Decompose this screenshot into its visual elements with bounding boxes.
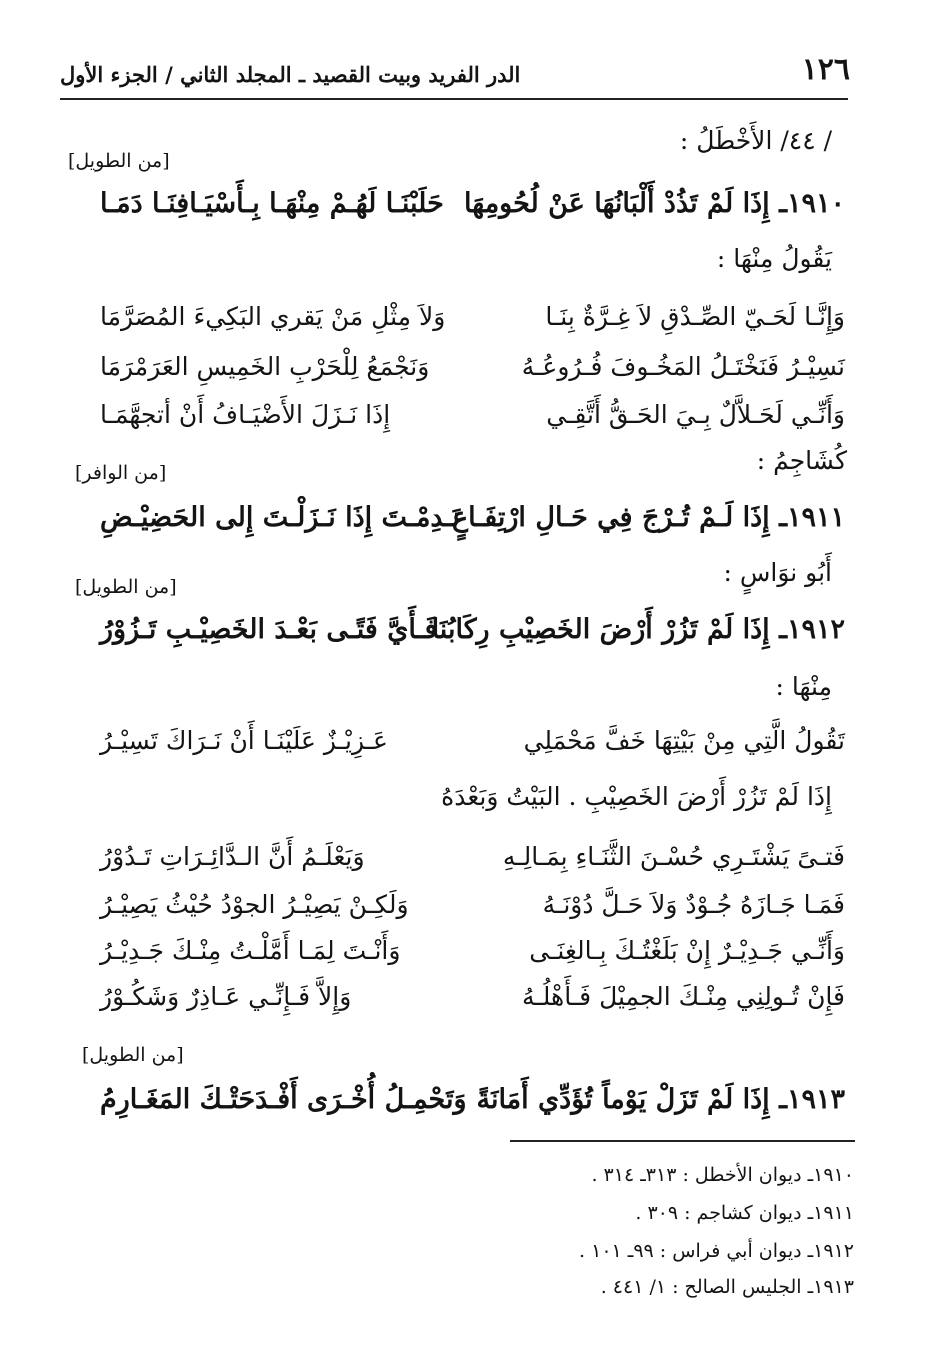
poet-name: أَبُو نوَاسٍ : — [723, 558, 832, 587]
first-hemistich: فَإِنْ تُـولِنِي مِنْـكَ الجمِيْلَ فَـأَهْلُـهُ — [522, 982, 845, 1011]
second-hemistich: حَلَبْنَـا لَهُـمْ مِنْهَـا بِـأَسْيَـافِنَـا دَمَـا — [100, 188, 444, 219]
first-hemistich: نَسِيْـرُ فَنَخْتَـلُ المَخُـوفَ فُـرُوعُـهُ — [521, 352, 845, 381]
verse-1913 — [100, 1084, 845, 1124]
second-hemistich: نَـدِمْـتَ إِذَا نَـزَلْـتَ إِلى الحَضِيْـضِ — [100, 502, 461, 533]
verse-1910 — [100, 188, 845, 228]
footnote-rule — [510, 1140, 855, 1142]
verse-line — [100, 400, 845, 440]
meter-label: [من الطويل] — [68, 150, 170, 172]
first-hemistich: فَتـىً يَشْتَـرِي حُسْـنَ الثَّنَـاءِ بِمَـالِـهِ — [502, 842, 845, 871]
first-hemistich: ١٩١٠ـ إِذَا لَمْ تَذُدْ أَلْبَانُهَا عَنْ لُحُومِهَا — [464, 188, 845, 219]
meter-label: [من الطويل] — [75, 576, 177, 598]
first-hemistich: وَأَنِّـي لَحَـلاَّلٌ بِـيَ الحَـقُّ أَتَّقِـي — [546, 400, 845, 429]
first-hemistich: ١٩١٢ـ إِذَا لَمْ تَزُرْ أَرْضَ الخَصِيْبِ رِكَابُنَا — [431, 614, 845, 645]
poet-name: كُشَاجِمُ : — [756, 446, 847, 475]
page-number: ١٢٦ — [801, 52, 850, 87]
verse-line — [100, 936, 845, 976]
verse-line — [100, 352, 845, 392]
header-rule — [60, 98, 848, 100]
meter-label: [من الطويل] — [82, 1044, 184, 1066]
first-hemistich: تَقُولُ الَّتِي مِنْ بَيْتِهَا خَفَّ مَحْمَلِي — [523, 726, 845, 755]
second-hemistich: إِذَا نَـزَلَ الأَضْيَـافُ أَنْ أتجهَّمَـا — [100, 400, 391, 429]
footnote: ١٩١٣ـ الجليس الصالح : ١/ ٤٤١ . — [600, 1276, 854, 1298]
note-text: إِذَا لَمْ تَزُرْ أَرْضَ الخَصِيْبِ . البَيْتُ وَبَعْدَهُ — [441, 782, 832, 811]
page-header — [60, 52, 850, 92]
verse-line — [100, 890, 845, 930]
verse-1911 — [100, 502, 845, 542]
first-hemistich: ١٩١٣ـ إِذَا لَمْ تَزَلْ يَوْماً تُؤَدِّي أَمَانَةً — [476, 1084, 845, 1115]
first-hemistich: وَإِنَّـا لَحَـيّ الصِّـدْقِ لاَ غِـرَّةٌ بِنَـا — [545, 302, 845, 331]
verse-line — [100, 982, 845, 1022]
first-hemistich: ١٩١١ـ إِذَا لَـمْ تُـرْجَ فِي حَـالِ ارْتِفَـاعٍ — [451, 502, 845, 533]
second-hemistich: وَلَكِـنْ يَصِيْـرُ الجوْدُ حُيْثُ يَصِيْـرُ — [100, 890, 409, 919]
verse-line — [100, 302, 845, 342]
footnote: ١٩١١ـ ديوان كشاجم : ٣٠٩ . — [635, 1202, 854, 1224]
intro-text: مِنْهَا : — [775, 672, 832, 701]
poet-name: / ٤٤/ الأَخْطَلُ : — [679, 126, 832, 155]
second-hemistich: وَنَجْمَعُ لِلْحَرْبِ الخَمِيسِ العَرَمْرَمَا — [100, 352, 430, 381]
second-hemistich: عَـزِيْـزٌ عَلَيْنَـا أَنْ نَـرَاكَ تَسِيْـرُ — [100, 726, 388, 755]
running-title: الدر الفريد وبيت القصيد ـ المجلد الثاني / الجزء الأول — [60, 62, 521, 87]
second-hemistich: وَيَعْلَـمُ أَنَّ الـدَّائِـرَاتِ تَـدُوْرُ — [100, 842, 365, 871]
first-hemistich: فَمَـا جَـازَهُ جُـوْدٌ وَلاَ حَـلَّ دُوْنَـهُ — [542, 890, 845, 919]
verse-line — [100, 726, 845, 766]
footnote: ١٩١٢ـ ديوان أبي فراس : ٩٩ـ ١٠١ . — [579, 1240, 854, 1262]
second-hemistich: وَأَنْـتَ لِمَـا أَمَّلْـتُ مِنْـكَ جَـدِيْـرُ — [100, 936, 401, 965]
verse-1912 — [100, 614, 845, 654]
second-hemistich: فَـأَيَّ فَتًـى بَعْـدَ الخَصِيْـبِ تَـزُوْرُ — [100, 614, 438, 645]
first-hemistich: وَأَنِّـي جَـدِيْـرٌ إِنْ بَلَغْتُـكَ بِـالغِنَـى — [529, 936, 845, 965]
second-hemistich: وَإِلاَّ فَـإِنِّـي عَـاذِرٌ وَشَكُـوْرُ — [100, 982, 352, 1011]
meter-label: [من الوافر] — [75, 462, 167, 484]
verse-line — [100, 842, 845, 882]
second-hemistich: وَلاَ مِثْلِ مَنْ يَقري البَكِيءَ المُصَرَّمَا — [100, 302, 446, 331]
footnote: ١٩١٠ـ ديوان الأخطل : ٣١٣ـ ٣١٤ . — [591, 1164, 854, 1186]
second-hemistich: وَتَحْمِـلُ أُخْـرَى أَفْـدَحَتْـكَ المَغَـارِمُ — [100, 1084, 467, 1115]
intro-text: يَقُولُ مِنْهَا : — [716, 244, 832, 273]
